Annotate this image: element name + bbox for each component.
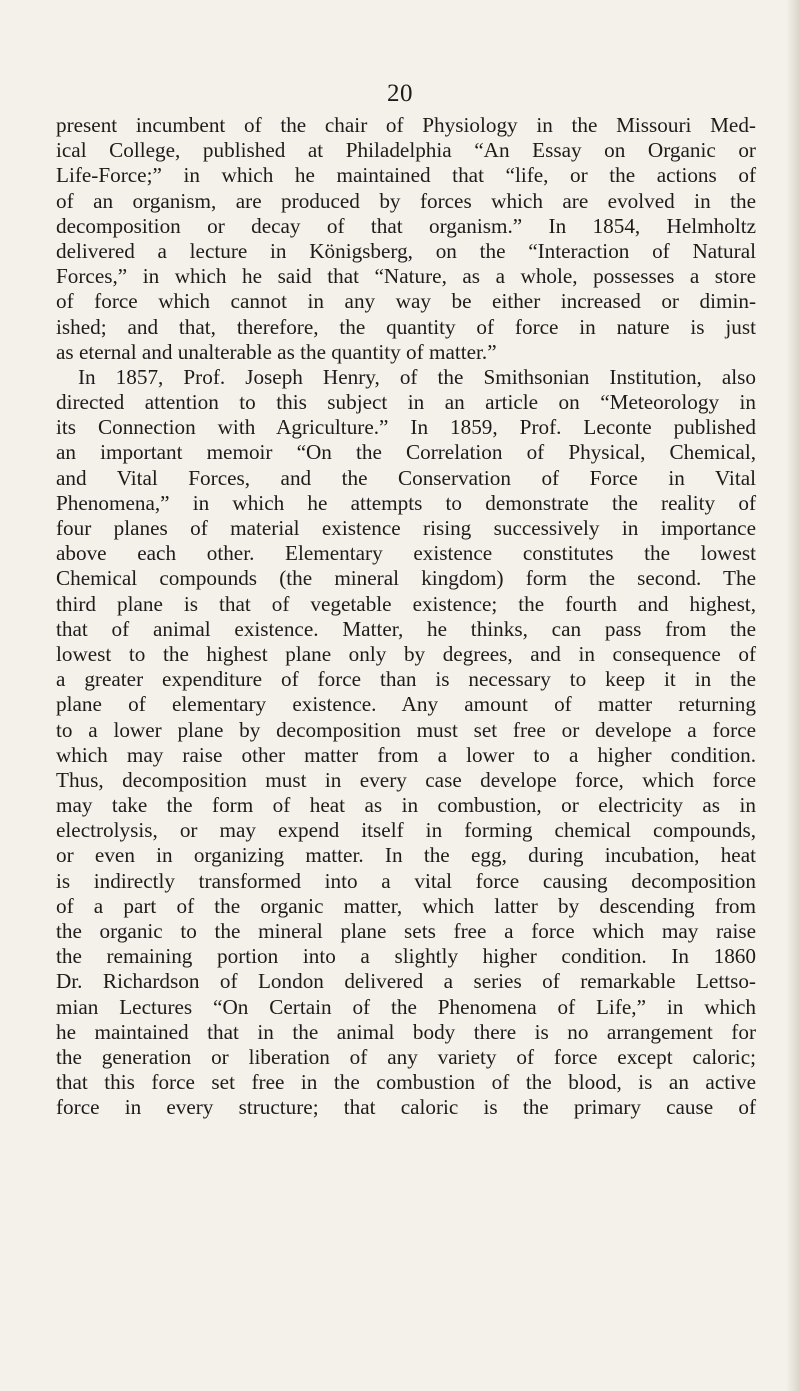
text-line: of a part of the organic matter, which latter by descending from bbox=[56, 893, 756, 918]
text-line: force in every structure; that caloric is the primary cause of bbox=[56, 1095, 756, 1120]
text-line: lowest to the highest plane only by degrees, and in consequence of bbox=[56, 641, 756, 666]
body-text bbox=[56, 113, 756, 1121]
text-line: electrolysis, or may expend itself in forming chemical compounds, bbox=[56, 818, 756, 843]
text-line: decomposition or decay of that organism.” In 1854, Helmholtz bbox=[56, 213, 756, 238]
text-line: to a lower plane by decomposition must set free or develope a force bbox=[56, 717, 756, 742]
text-line: that this force set free in the combustion of the blood, is an active bbox=[56, 1070, 756, 1095]
text-line: four planes of material existence rising successively in importance bbox=[56, 516, 756, 540]
text-line: above each other. Elementary existence constitutes the lowest bbox=[56, 541, 756, 566]
text-line: the organic to the mineral plane sets free a force which may raise bbox=[56, 919, 756, 943]
text-line: Forces,” in which he said that “Nature, as a whole, possesses a store bbox=[56, 264, 756, 289]
text-line: an important memoir “On the Correlation of Physical, Chemical, bbox=[56, 440, 756, 465]
text-line: directed attention to this subject in an article on “Meteorology in bbox=[56, 390, 756, 415]
text-line: Thus, decomposition must in every case develope force, which force bbox=[56, 767, 756, 792]
text-line: mian Lectures “On Certain of the Phenomena of Life,” in which bbox=[56, 994, 756, 1019]
text-line: Phenomena,” in which he attempts to demonstrate the reality of bbox=[56, 490, 756, 515]
text-line: its Connection with Agriculture.” In 1859, Prof. Leconte published bbox=[56, 415, 756, 440]
text-line: of force which cannot in any way be either increased or dimin- bbox=[56, 289, 756, 314]
text-line: Life-Force;” in which he maintained that “life, or the actions of bbox=[56, 163, 756, 188]
text-line: ished; and that, therefore, the quantity of force in nature is just bbox=[56, 314, 756, 339]
text-line: In 1857, Prof. Joseph Henry, of the Smithsonian Institution, also bbox=[78, 364, 756, 389]
text-line: the generation or liberation of any variety of force except caloric; bbox=[56, 1044, 756, 1069]
page-number: 20 bbox=[387, 80, 413, 107]
text-line: as eternal and unalterable as the quantity of matter.” bbox=[56, 339, 497, 364]
text-line: the remaining portion into a slightly higher condition. In 1860 bbox=[56, 944, 756, 969]
text-line: and Vital Forces, and the Conservation of Force in Vital bbox=[56, 465, 756, 490]
text-line: is indirectly transformed into a vital force causing decomposition bbox=[56, 868, 756, 893]
text-line: Chemical compounds (the mineral kingdom) form the second. The bbox=[56, 566, 756, 591]
text-line: he maintained that in the animal body there is no arrangement for bbox=[56, 1019, 756, 1044]
text-line: ical College, published at Philadelphia “An Essay on Organic or bbox=[56, 138, 756, 163]
page-edge-shadow bbox=[786, 0, 800, 1391]
text-line: or even in organizing matter. In the egg, during incubation, heat bbox=[56, 843, 756, 868]
text-line: that of animal existence. Matter, he thinks, can pass from the bbox=[56, 616, 756, 641]
text-line: a greater expenditure of force than is necessary to keep it in the bbox=[56, 667, 756, 692]
text-line: third plane is that of vegetable existence; the fourth and highest, bbox=[56, 591, 756, 616]
text-line: plane of elementary existence. Any amount of matter returning bbox=[56, 692, 756, 717]
text-line: delivered a lecture in Königsberg, on the “Interaction of Natural bbox=[56, 238, 756, 263]
text-line: present incumbent of the chair of Physiology in the Missouri Med- bbox=[56, 113, 756, 137]
text-line: which may raise other matter from a lower to a higher condition. bbox=[56, 742, 756, 767]
text-line: may take the form of heat as in combustion, or electricity as in bbox=[56, 793, 756, 818]
text-line: Dr. Richardson of London delivered a series of remarkable Lettso- bbox=[56, 969, 756, 994]
text-line: of an organism, are produced by forces which are evolved in the bbox=[56, 188, 756, 213]
